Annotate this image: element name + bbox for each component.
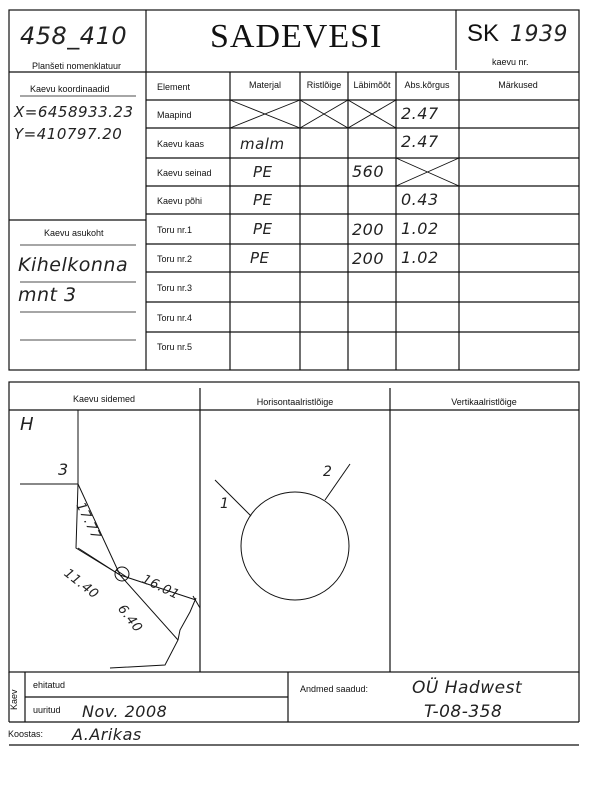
- horizontal-section-drawing: [215, 464, 350, 600]
- dimension-label: 6.40: [114, 602, 146, 636]
- data-source-label: Andmed saadud:: [300, 684, 369, 694]
- pipe-label: 2: [323, 464, 333, 480]
- col-header-cross-section: Ristlõige: [306, 80, 342, 90]
- sketch-vertical-label: Vertikaalristlõige: [451, 397, 517, 407]
- abs-height-value: 1.02: [401, 219, 439, 238]
- diameter-value: 200: [352, 249, 385, 268]
- row-label: Toru nr.3: [157, 283, 193, 293]
- sketch-ties-label: Kaevu sidemed: [72, 394, 136, 404]
- material-value: malm: [240, 135, 285, 153]
- row-label: Toru nr.1: [157, 225, 193, 235]
- well-prefix: SK: [467, 20, 500, 47]
- diameter-value: 200: [352, 220, 385, 239]
- well-number-value: 1939: [510, 22, 568, 47]
- author-label: Koostas:: [8, 729, 44, 739]
- well-ties-sketch: [20, 410, 200, 668]
- well-label: kaevu nr.: [492, 57, 529, 67]
- surveyed-date: Nov. 2008: [82, 702, 168, 721]
- dimension-label: 3: [58, 460, 69, 479]
- material-value: PE: [250, 249, 270, 267]
- built-label: ehitatud: [33, 680, 66, 690]
- coord-x-value: X=6458933.23: [14, 103, 134, 121]
- row-label: Kaevu seinad: [157, 168, 212, 178]
- abs-height-value: 1.02: [401, 248, 439, 267]
- pipe-label: 1: [220, 496, 230, 512]
- material-value: PE: [253, 163, 273, 181]
- material-value: PE: [253, 191, 273, 209]
- surveyed-label: uuritud: [33, 705, 61, 715]
- sheet-label: Planšeti nomenklatuur: [32, 61, 122, 71]
- north-marker: H: [20, 414, 35, 435]
- abs-height-value: 2.47: [401, 132, 439, 151]
- data-source-ref: T-08-358: [424, 702, 503, 722]
- author-value: A.Arikas: [72, 725, 142, 744]
- col-header-remarks: Märkused: [498, 80, 538, 90]
- row-label: Kaevu kaas: [157, 139, 205, 149]
- coords-label: Kaevu koordinaadid: [30, 84, 110, 94]
- dimension-label: 11.40: [60, 566, 102, 603]
- row-label: Toru nr.4: [157, 313, 193, 323]
- material-value: PE: [253, 220, 273, 238]
- data-source-company: OÜ Hadwest: [412, 678, 523, 698]
- col-header-material: Materjal: [248, 80, 282, 90]
- diameter-value: 560: [352, 162, 385, 181]
- sketch-horizontal-label: Horisontaalristlõige: [256, 397, 334, 407]
- col-header-element: Element: [157, 82, 191, 92]
- col-header-diameter: Läbimõõt: [353, 80, 391, 90]
- location-label: Kaevu asukoht: [44, 228, 104, 238]
- dimension-label: 17.77: [72, 500, 104, 543]
- row-label: Maapind: [157, 110, 192, 120]
- coord-y-value: Y=410797.20: [14, 125, 123, 143]
- well-side-label: Kaev: [9, 689, 19, 710]
- abs-height-value: 2.47: [401, 104, 439, 123]
- location-line2: mnt 3: [18, 284, 77, 306]
- abs-height-value: 0.43: [401, 190, 439, 209]
- location-line1: Kihelkonna: [18, 254, 129, 276]
- row-label: Toru nr.2: [157, 254, 193, 264]
- sheet-number-value: 458_410: [20, 22, 128, 50]
- row-label: Toru nr.5: [157, 342, 193, 352]
- page-title: SADEVESI: [210, 18, 383, 55]
- col-header-abs-height: Abs.kõrgus: [404, 80, 450, 90]
- dimension-label: 16.01: [139, 572, 182, 603]
- row-label: Kaevu põhi: [157, 196, 203, 206]
